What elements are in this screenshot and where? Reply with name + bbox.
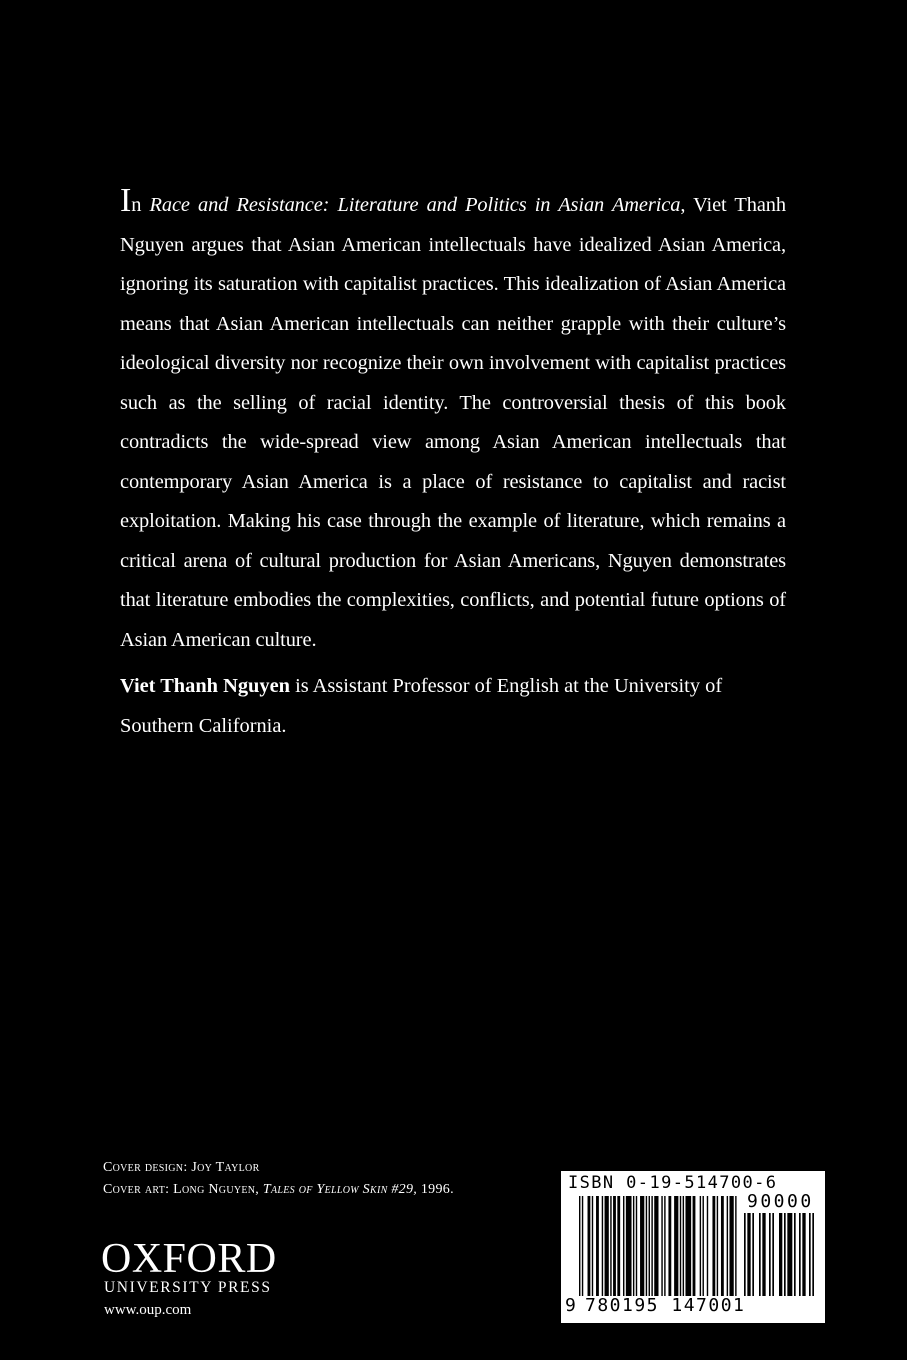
barcode-bar [784, 1213, 786, 1296]
cover-art-credit [103, 1179, 454, 1201]
barcode-bar [794, 1213, 796, 1296]
barcode-bar [668, 1196, 671, 1296]
barcode-bar [693, 1196, 696, 1296]
barcode-bar [636, 1196, 637, 1296]
barcode-bar [674, 1196, 678, 1296]
barcode-bar [592, 1196, 593, 1296]
barcode-bar [654, 1196, 658, 1296]
barcode-bar [640, 1196, 644, 1296]
cover-credits [103, 1157, 454, 1201]
barcode-bar [727, 1196, 728, 1296]
addon-barcode-bars [744, 1213, 819, 1296]
ean-digits: 780195 147001 [585, 1295, 746, 1316]
barcode-bar [683, 1196, 684, 1296]
cover-design-credit [103, 1157, 454, 1179]
barcode-bar [588, 1196, 591, 1296]
barcode-bar [787, 1213, 792, 1296]
barcode-bar [661, 1196, 662, 1296]
book-title: Race and Resistance: Literature and Politics in Asian America [149, 194, 681, 216]
barcode-bar [623, 1196, 624, 1296]
barcode-bar [707, 1196, 708, 1296]
publisher-url: www.oup.com [104, 1302, 192, 1318]
barcode-bar [626, 1196, 632, 1296]
ean-lead-digit: 9 [565, 1295, 576, 1316]
cover-art-title: Tales of Yellow Skin #29, [262, 1182, 418, 1197]
barcode-bar [582, 1196, 583, 1296]
barcode-bar [729, 1196, 733, 1296]
barcode-bar [651, 1196, 652, 1296]
barcode-bar [602, 1196, 603, 1296]
barcode-bar [617, 1196, 620, 1296]
barcode-bar [596, 1196, 599, 1296]
barcode-bar [721, 1196, 724, 1296]
blurb-body: , Viet Thanh Nguyen argues that Asian American intellectuals have idealized Asian America, ignoring its saturation with capitalist practices. This idealization of Asian America means that Asian American intellectuals can neither grapple with their culture’s ideological diversity nor recognize their own involvement with capitalist practices such as the selling of racial identity. The controversial thesis of this book contradicts the wide-spread view among Asian American intellectuals that contemporary Asian America is a place of resistance to capitalist and racist exploitation. Making his case through the example of literature, which remains a critical arena of cultural production for Asian Americans, Nguyen demonstrates that literature embodies the complexities, conflicts, and potential future options of Asian American culture. [120, 194, 786, 651]
barcode-bar [759, 1213, 761, 1296]
barcode-bar [809, 1213, 811, 1296]
barcode-bar [613, 1196, 616, 1296]
barcode-bar [685, 1196, 691, 1296]
barcode-bar [610, 1196, 611, 1296]
barcode-bar [712, 1196, 715, 1296]
barcode-bar [579, 1196, 580, 1296]
barcode-bar [779, 1213, 782, 1296]
cover-designer: Joy Taylor [191, 1160, 260, 1175]
publisher-subtitle: UNIVERSITY PRESS [104, 1279, 272, 1296]
price-addon-digits: 90000 [747, 1191, 814, 1212]
barcode-bar [802, 1213, 805, 1296]
barcode-bar [799, 1213, 801, 1296]
drop-cap: I [120, 182, 132, 219]
barcode-bar [649, 1196, 650, 1296]
cover-art-year: 1996. [420, 1182, 454, 1197]
barcode-bar [633, 1196, 634, 1296]
author-name: Viet Thanh Nguyen [120, 675, 290, 697]
barcode-bar [664, 1196, 665, 1296]
isbn-barcode [561, 1171, 825, 1323]
barcode-bar [717, 1196, 718, 1296]
barcode-bar [772, 1213, 774, 1296]
barcode-bar [752, 1213, 754, 1296]
blurb-lead: n [131, 194, 150, 216]
barcode-bar [605, 1196, 609, 1296]
barcode-bar [747, 1213, 750, 1296]
barcode-bar [646, 1196, 647, 1296]
cover-artist: Long Nguyen, [173, 1182, 260, 1197]
author-bio [120, 667, 786, 746]
barcode-bar [744, 1213, 746, 1296]
ean-barcode-bars [579, 1196, 738, 1296]
author-bio-text: is Assistant Professor of English at the University of Southern California. [120, 675, 723, 737]
barcode-bar [680, 1196, 681, 1296]
barcode-bar [735, 1196, 736, 1296]
isbn-number: ISBN 0-19-514700-6 [568, 1173, 778, 1193]
barcode-bar [812, 1213, 814, 1296]
barcode-bar [700, 1196, 701, 1296]
cover-art-label: Cover art: [103, 1182, 170, 1197]
barcode-bar [762, 1213, 765, 1296]
cover-design-label: Cover design: [103, 1160, 188, 1175]
barcode-bar [769, 1213, 771, 1296]
publisher-logo: OXFORD [101, 1236, 277, 1282]
back-cover-blurb [120, 182, 786, 660]
barcode-bar [703, 1196, 704, 1296]
